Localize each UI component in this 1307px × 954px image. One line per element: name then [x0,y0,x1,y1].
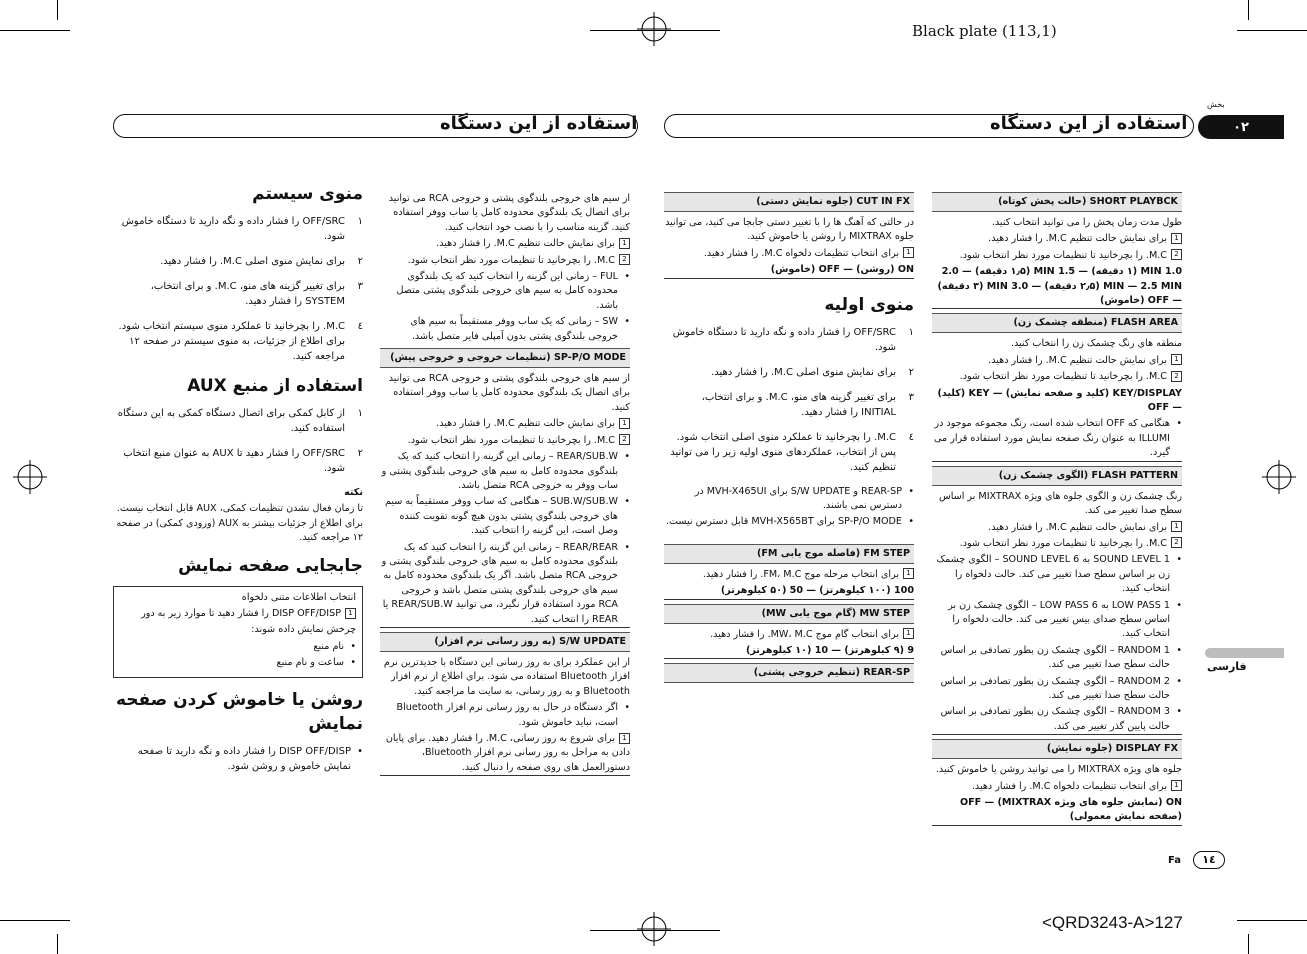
box-short-playbck-title: SHORT PLAYBCK (حالت پخش کوتاه) [932,192,1182,212]
heading-display-onoff: روشن یا خاموش کردن صفحه نمایش [115,689,363,734]
box-sp-po-mode-title: SP-P/O MODE (تنظیمات خروجی و خروجی پیش) [380,348,630,368]
step-marker-icon: 2 [1171,537,1182,548]
column-4 [932,188,1182,828]
initial-bullet-1: • REAR-SP و S/W UPDATE برای MVH-X465UI در دسترس نمی باشند. [664,485,914,514]
heading-aux: استفاده از منبع AUX [187,376,363,396]
step-marker-icon: 2 [1171,371,1182,382]
system-step-3: برای تغییر گزینه های منو، M.C. و برای انتخاب، SYSTEM را فشار دهید. [150,281,345,307]
step-marker-icon: 1 [1171,354,1182,365]
box-flash-pattern-title: FLASH PATTERN (الگوی چشمک زن) [932,466,1182,486]
registration-mark-icon [637,12,671,46]
step-marker-icon: 1 [619,418,630,429]
step-marker-icon: 1 [619,238,630,249]
onoff-text: • DISP OFF/DISP را فشار داده و نگه دارید تا صفحه نمایش خاموش و روشن شود. [113,744,363,774]
aux-step-2: OFF/SRC را فشار دهید تا AUX به عنوان منبع انتخاب شود. [123,448,345,474]
short-playbck-step-2: M.C. را بچرخانید تا تنظیمات مورد نظر انتخاب شود. [959,249,1167,261]
display-item-1: • نام منبع [120,640,356,654]
flash-pattern-bullet-2: • LOW PASS 1 به LOW PASS 6 – الگوی چشمک زن بر اساس سطح صدای بیس تغییر می کند. حالت دلخواه را انتخاب کنید. [932,599,1182,642]
display-box-step: DISP OFF/DISP را فشار دهید تا موارد زیر به دور [141,608,341,620]
heading-system-menu: منوی سیستم [252,184,363,204]
step-marker-icon: 1 [619,733,630,744]
flash-area-step-2: M.C. را بچرخانید تا تنظیمات مورد نظر انتخاب شود. [959,371,1167,383]
step-marker-icon: 1 [903,247,914,258]
step-marker-icon: 1 [903,568,914,579]
sp-po-step-1: برای نمایش حالت تنظیم M.C. را فشار دهید. [436,418,615,430]
initial-bullet-2: • SP-P/O MODE برای MVH-X565BT قابل دسترس نیست. [664,515,914,529]
system-step-2: برای نمایش منوی اصلی M.C. را فشار دهید. [160,256,345,267]
page-number: ١٤ [1193,851,1225,869]
flash-pattern-step-1: برای نمایش حالت تنظیم M.C. را فشار دهید. [988,521,1167,533]
heading-initial-menu: منوی اولیه [824,294,914,315]
crop-mark [1248,0,1249,20]
column-2 [380,192,630,778]
registration-mark-icon [1262,460,1296,494]
step-marker-icon: 2 [619,434,630,445]
box-rear-sp-title: REAR-SP (تنظیم خروجی پشتی) [664,663,914,683]
registration-mark-icon [13,460,47,494]
display-item-2: • ساعت و نام منبع [120,656,356,670]
step-marker-icon: 2 [1171,249,1182,260]
display-info-box [113,586,363,678]
col2-intro-step-1: برای نمایش حالت تنظیم M.C. را فشار دهید. [436,238,615,250]
crop-mark [1237,920,1307,921]
heading-display-switch: جابجایی صفحه نمایش [178,555,363,576]
step-marker-icon: 1 [345,608,356,619]
sw-update-bullet: • اگر دستگاه در حال به روز رسانی نرم افزار Bluetooth است، نباید خاموش شود. [380,701,630,730]
box-sp-po-mode-text: از سیم های خروجی بلندگوی پشتی و خروجی RCA می توانید برای اتصال یک بلندگوی محدوده کامل یا ساب ووفر استفاده کنید. [388,373,630,413]
sp-po-bullet-3: • REAR/REAR – زمانی این گزینه را انتخاب کنید که یک بلندگوی محدوده کامل به سیم های خروجی بلندگوی پشتی و خروجی RCA متصل باشد. اگر یک بلندگوی محدوده کامل به سیم های خروجی بلندگوی پشتی متصل باشد و خروجی RCA مورد استفاده قرار نگیرد، می توانید REAR/SUB.W یا REAR را انتخاب کنید. [380,541,630,628]
box-mw-step-title: MW STEP (گام موج یابی MW) [664,604,914,624]
display-fx-step: برای انتخاب تنظیمات دلخواه M.C. را فشار دهید. [971,780,1167,792]
crop-mark [57,0,58,20]
cut-in-fx-text: در حالتی که آهنگ ها را با تغییر دستی جابجا می کنید، می توانید جلوه MIXTRAX را روشن یا خاموش کنید. [665,217,914,243]
box-sw-update-title: S/W UPDATE (به روز رسانی نرم افزار) [380,632,630,652]
flash-pattern-text: رنگ چشمک زن و الگوی جلوه های ویژه MIXTRAX بر اساس سطح صدا تغییر می کند. [939,490,1182,517]
system-step-4: M.C. را بچرخانید تا عملکرد منوی سیستم انتخاب شود. برای اطلاع از جزئیات، به منوی سیستم در صفحه ۱۲ مراجعه کنید. [118,321,345,362]
display-fx-values: ON (نمایش جلوه های ویژه MIXTRAX) — OFF (صفحه نمایش معمولی) [932,796,1182,826]
step-marker-icon: 2 [619,254,630,265]
short-playbck-values: 1.0 MIN (۱ دقیقه) — 1.5 MIN (۱٫۵ دقیقه) — 2.0 MIN — 2.5 MIN (۲٫۵ دقیقه) — 3.0 MIN (۳ دقیقه) — OFF (خاموش) [932,265,1182,309]
flash-pattern-bullet-5: • RANDOM 3 – الگوی چشمک زن بطور تصادفی بر اساس حالت پایین گذر تغییر می کند. [932,705,1182,735]
flash-area-bullet: • هنگامی که OFF انتخاب شده است، رنگ مجموعه موجود در ILLUMI به عنوان رنگ صفحه نمایش مورد استفاده قرار می گیرد. [932,417,1182,461]
note-title: نکته [344,487,363,498]
crop-mark [1237,30,1307,31]
fm-step-values: 100 (۱۰۰ کیلوهرتز) — 50 (۵۰ کیلوهرتز) [664,584,914,599]
col2-intro-bullet-1: • FUL – زمانی این گزینه را انتخاب کنید که یک بلندگوی محدوده کامل به سیم های خروجی بلندگوی پشتی متصل باشد. [380,270,630,313]
flash-area-text: منطقه های رنگ چشمک زن را انتخاب کنید. [1010,338,1182,350]
display-box-step-2: چرخش نمایش داده شوند: [251,624,356,636]
language-side-tab [1205,648,1284,658]
crop-mark [0,920,70,921]
col2-intro-bullet-2: • SW – زمانی که یک ساب ووفر مستقیماً به سیم های خروجی بلندگوی پشتی بدون آمپلی فایر متصل باشد. [380,315,630,344]
col2-intro: از سیم های خروجی بلندگوی پشتی و خروجی RCA می توانید برای اتصال یک بلندگوی محدوده کامل یا ساب ووفر استفاده کنید. گزینه مناسب را با نصب خود انتخاب کنید. [388,193,630,233]
header-title-left: استفاده از این دستگاه [440,113,638,134]
display-box-title: انتخاب اطلاعات متنی دلخواه [241,591,356,603]
flash-pattern-bullet-4: • RANDOM 2 – الگوی چشمک زن بطور تصادفی بر اساس حالت سطح صدا تغییر می کند. [932,675,1182,704]
flash-pattern-bullet-3: • RANDOM 1 – الگوی چشمک زن بطور تصادفی بر اساس حالت سطح صدا تغییر می کند. [932,644,1182,673]
aux-step-1: از کابل کمکی برای اتصال دستگاه کمکی به این دستگاه استفاده کنید. [117,408,345,434]
mw-step-values: 9 (۹ کیلوهرتز) — 10 (۱۰ کیلوهرتز) [664,644,914,659]
fm-step-step: برای انتخاب مرحله موج FM، M.C. را فشار دهید. [702,568,899,580]
sw-update-text: از این عملکرد برای به روز رسانی این دستگاه با جدیدترین نرم افزار Bluetooth استفاده می شود. برای اطلاع از نرم افزار Bluetooth و به روز رسانی، به سایت ما مراجعه کنید. [383,656,630,697]
short-playbck-text: طول مدت زمان پخش را می توانید انتخاب کنید. [991,217,1182,228]
step-marker-icon: 1 [1171,780,1182,791]
box-display-fx-title: DISPLAY FX (جلوه نمایش) [932,739,1182,759]
sp-po-step-2: M.C. را بچرخانید تا تنظیمات مورد نظر انتخاب شود. [407,434,615,446]
initial-step-4: M.C. را بچرخانید تا عملکرد منوی اصلی انتخاب شود. پس از انتخاب، عملکردهای منوی اولیه زیر را می توانید تنظیم کنید. [670,431,896,473]
initial-step-2: برای نمایش منوی اصلی M.C. را فشار دهید. [711,366,896,378]
initial-step-3: برای تغییر گزینه های منو، M.C. و برای انتخاب، INITIAL را فشار دهید. [701,391,896,418]
box-cut-in-fx-title: CUT IN FX (جلوه نمایش دستی) [664,192,914,212]
system-step-1: OFF/SRC را فشار داده و نگه دارید تا دستگاه خاموش شود. [121,216,345,242]
step-marker-icon: 1 [903,628,914,639]
language-code: Fa [1168,855,1181,866]
crop-mark [1248,934,1249,954]
note-text: تا زمان فعال نشدن تنظیمات کمکی، AUX قابل انتخاب نیست. برای اطلاع از جزئیات بیشتر به AUX (ورودی کمکی) در صفحه ۱۲ مراجعه کنید. [116,503,363,544]
box-fm-step-title: FM STEP (فاصله موج یابی FM) [664,544,914,564]
plate-label: Black plate (113,1) [912,22,1057,40]
doc-code: <QRD3243-A>127 [1042,913,1183,932]
short-playbck-step-1: برای نمایش حالت تنظیم M.C. را فشار دهید. [988,233,1167,245]
step-marker-icon: 1 [1171,233,1182,244]
section-number-tab: ٠٢ [1198,115,1284,139]
flash-area-values: KEY/DISPLAY (کلید و صفحه نمایش) — KEY (کلید) — OFF [937,387,1182,414]
flash-pattern-step-2: M.C. را بچرخانید تا تنظیمات مورد نظر انتخاب شود. [959,537,1167,549]
column-3: CUT IN FX (جلوه نمایش دستی) در حالتی که آهنگ ها را با تغییر دستی جابجا می کنید، می توانید جلوه MIXTRAX را روشن یا خاموش کنید. 1برای انتخاب تنظیمات دلخواه M.C. را فشار دهید. ON (روشن) — OFF (خاموش) منوی اولیه ١ OFF/SRC را فشار داده و نگه دارید تا دستگاه خاموش شود. ٢ برای نمایش منوی اصلی M.C. را فشار دهید. ٣ برای تغییر گزینه های منو، M.C. و برای انتخاب، INITIAL را فشار دهید. ٤ M.C. را بچرخانید تا عملکرد منوی اصلی انتخاب شود. پس از انتخاب، عملکردهای منوی اولیه زیر را می توانید تنظیم کنید. • REAR-SP و S/W UPDATE برای MVH-X465UI در دسترس نمی باشند. • SP-P/O MODE برای MVH-X565BT قابل دسترس نیست. FM STEP (فاصله موج یابی FM) 1برای انتخاب مرحله موج FM، M.C. را فشار دهید. 100 (۱۰۰ کیلوهرتز) — 50 (۵۰ کیلوهرتز) MW STEP (گام موج یابی MW) 1برای انتخاب گام موج MW، M.C. را فشار دهید. 9 (۹ کیلوهرتز) — 10 (۱۰ کیلوهرتز) REAR-SP (تنظیم خروجی پشتی) [664,188,914,687]
flash-area-step-1: برای نمایش حالت تنظیم M.C. را فشار دهید. [988,354,1167,366]
sp-po-bullet-1: • REAR/SUB.W – زمانی این گزینه را انتخاب کنید که یک بلندگوی محدوده کامل به سیم های خروجی بلندگوی پشتی و ساب ووفر به خروجی RCA متصل باشد. [380,450,630,493]
cut-in-fx-step: برای انتخاب تنظیمات دلخواه M.C. را فشار دهید. [703,247,899,259]
sw-update-step: برای شروع به روز رسانی، M.C. را فشار دهید. برای پایان دادن به مراحل به روز رسانی نرم افزار Bluetooth، دستورالعمل های روی صفحه را دنبال کنید. [385,733,630,773]
display-fx-text: جلوه های ویژه MIXTRAX را می توانید روشن یا خاموش کنید. [935,764,1182,776]
step-marker-icon: 1 [1171,521,1182,532]
cut-in-fx-values: ON (روشن) — OFF (خاموش) [664,263,914,278]
crop-mark [0,30,70,31]
mw-step-step: برای انتخاب گام موج MW، M.C. را فشار دهید. [710,628,899,640]
box-flash-area-title: FLASH AREA (منطقه چشمک زن) [932,313,1182,333]
sp-po-bullet-2: • SUB.W/SUB.W – هنگامی که ساب ووفر مستقیماً به سیم های خروجی بلندگوی پشتی بدون هیچ گونه تقویت کننده وصل است، این گزینه را انتخاب کنید. [380,495,630,538]
section-tab-label: بخش [1207,100,1225,109]
initial-step-1: OFF/SRC را فشار داده و نگه دارید تا دستگاه خاموش شود. [672,326,896,353]
crop-mark [57,934,58,954]
column-1: منوی سیستم ١ OFF/SRC را فشار داده و نگه دارید تا دستگاه خاموش شود. ٢ برای نمایش منوی اصلی M.C. را فشار دهید. ٣ برای تغییر گزینه های منو، M.C. و برای انتخاب، SYSTEM را فشار دهید. ٤ M.C. را بچرخانید تا عملکرد منوی سیستم انتخاب شود. برای اطلاع از جزئیات، به منوی سیستم در صفحه ۱۲ مراجعه کنید. استفاده از منبع AUX ١ از کابل کمکی برای اتصال دستگاه کمکی به این دستگاه استفاده کنید. ٢ OFF/SRC را فشار دهید تا AUX به عنوان منبع انتخاب شود. نکته تا زمان فعال نشدن تنظیمات کمکی، AUX قابل انتخاب نیست. برای اطلاع از جزئیات بیشتر به AUX (ورودی کمکی) در صفحه ۱۲ مراجعه کنید. جابجایی صفحه نمایش انتخاب اطلاعات متنی دلخواه 1DISP OFF/DISP را فشار دهید تا موارد زیر به دور چرخش نمایش داده شوند: • نام منبع • ساعت و نام منبع روشن یا خاموش کردن صفحه نمایش • DISP OFF/DISP را فشار داده و نگه دارید تا صفحه نمایش خاموش و روشن شود. [113,182,363,776]
flash-pattern-bullet-1: • SOUND LEVEL 1 به SOUND LEVEL 6 – الگوی چشمک زن بر اساس سطح صدا تغییر می کند. حالت دلخواه را انتخاب کنید. [932,553,1182,596]
registration-mark-icon [637,912,671,946]
header-title-right: استفاده از این دستگاه [990,113,1188,134]
col2-intro-step-2: M.C. را بچرخانید تا تنظیمات مورد نظر انتخاب شود. [407,254,615,266]
side-tab-label: فارسی [1207,660,1247,673]
